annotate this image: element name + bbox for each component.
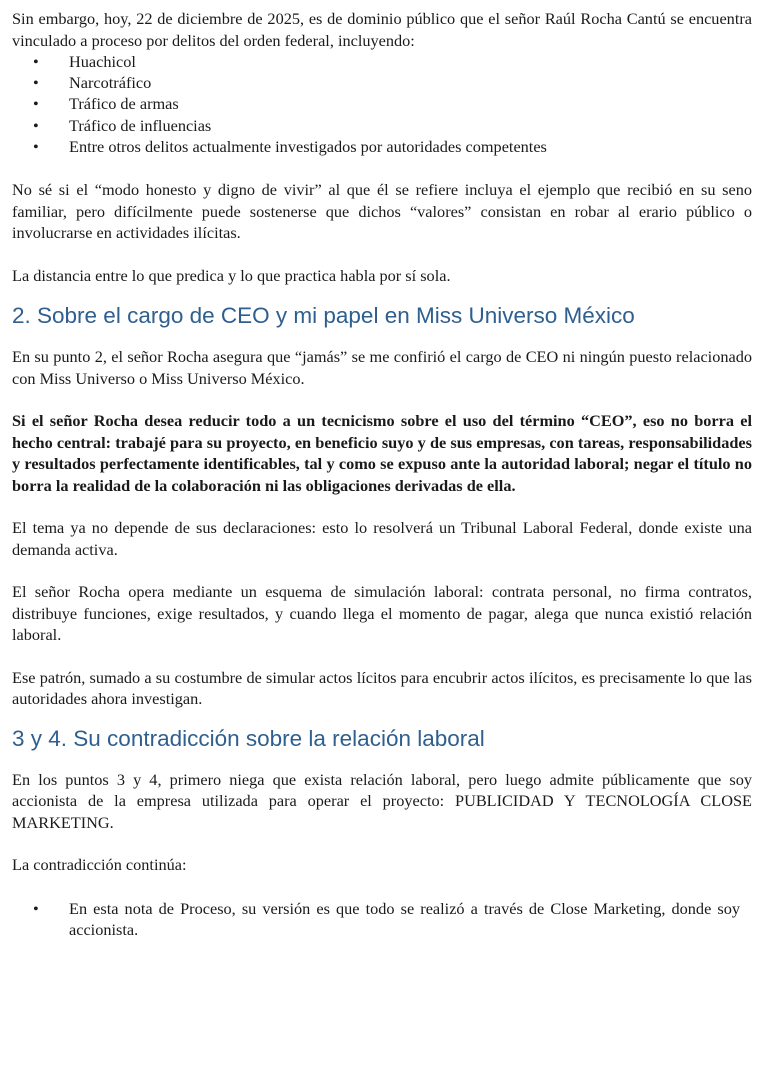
paragraph-points-3-4: En los puntos 3 y 4, primero niega que exista relación laboral, pero luego admite públicamente que soy accionista de la empresa utilizada para operar el proyecto: PUBLICIDAD Y TECNOLOGÍA CLOSE MARKETING. [12,769,752,832]
list-item: • Huachicol [33,52,136,71]
list-item: • Tráfico de influencias [33,115,212,135]
paragraph-simulation: El señor Rocha opera mediante un esquema de simulación laboral: contrata personal, no firma contratos, distribuye funciones, exige resultados, y cuando llega el momento de pagar, alega que nunca existió relación laboral. [12,582,752,645]
list-item: • En esta nota de Proceso, su versión es que todo se realizó a través de Close Marketing, donde soy accionista. [33,898,740,939]
bullet-icon: • [33,73,39,93]
paragraph-pattern: Ese patrón, sumado a su costumbre de simular actos lícitos para encubrir actos ilícitos, es precisamente lo que las autoridades ahora investigan. [12,667,752,709]
paragraph-tribunal: El tema ya no depende de sus declaraciones: esto lo resolverá un Tribunal Laboral Federal, donde existe una demanda activa. [12,518,752,559]
bullet-icon: • [33,52,39,71]
paragraph-point-2: En su punto 2, el señor Rocha asegura que “jamás” se me confirió el cargo de CEO ni ningún puesto relacionado con Miss Universo o Miss Universo México. [12,347,752,388]
paragraph-values: No sé si el “modo honesto y digno de vivir” al que él se refiere incluya el ejemplo que recibió en su seno familiar, pero difícilmente puede sostenerse que dichos “valores” consistan en robar al erario público o involucrarse en actividades ilícitas. [12,180,752,243]
list-item: • Entre otros delitos actualmente investigados por autoridades competentes [33,136,547,156]
list-item: • Tráfico de armas [33,94,179,114]
bullet-icon: • [33,898,39,918]
crimes-list [12,51,752,157]
paragraph-technicality: Si el señor Rocha desea reducir todo a un tecnicismo sobre el uso del término “CEO”, eso no borra el hecho central: trabajé para su proyecto, en beneficio suyo y de sus empresas, con tareas, responsabilidades y resultados perfectamente identificables, tal y como se expuso ante la autoridad laboral; negar el título no borra la realidad de la colaboración ni las obligaciones derivadas de ella. [12,411,752,495]
paragraph-continues: La contradicción continúa: [12,855,187,875]
section-heading-contradiction: 3 y 4. Su contradicción sobre la relación laboral [12,725,485,751]
bullet-icon: • [33,115,39,135]
document-page [12,8,752,940]
paragraph-intro: Sin embargo, hoy, 22 de diciembre de 2025, es de dominio público que el señor Raúl Rocha Cantú se encuentra vinculado a proceso por delitos del orden federal, incluyendo: [12,9,752,50]
bullet-icon: • [33,136,39,156]
bullet-icon: • [33,94,39,114]
paragraph-distance: La distancia entre lo que predica y lo que practica habla por sí sola. [12,265,451,285]
list-item: • Narcotráfico [33,73,152,93]
section-heading-ceo: 2. Sobre el cargo de CEO y mi papel en Miss Universo México [12,303,635,329]
contradictions-list [12,898,752,940]
